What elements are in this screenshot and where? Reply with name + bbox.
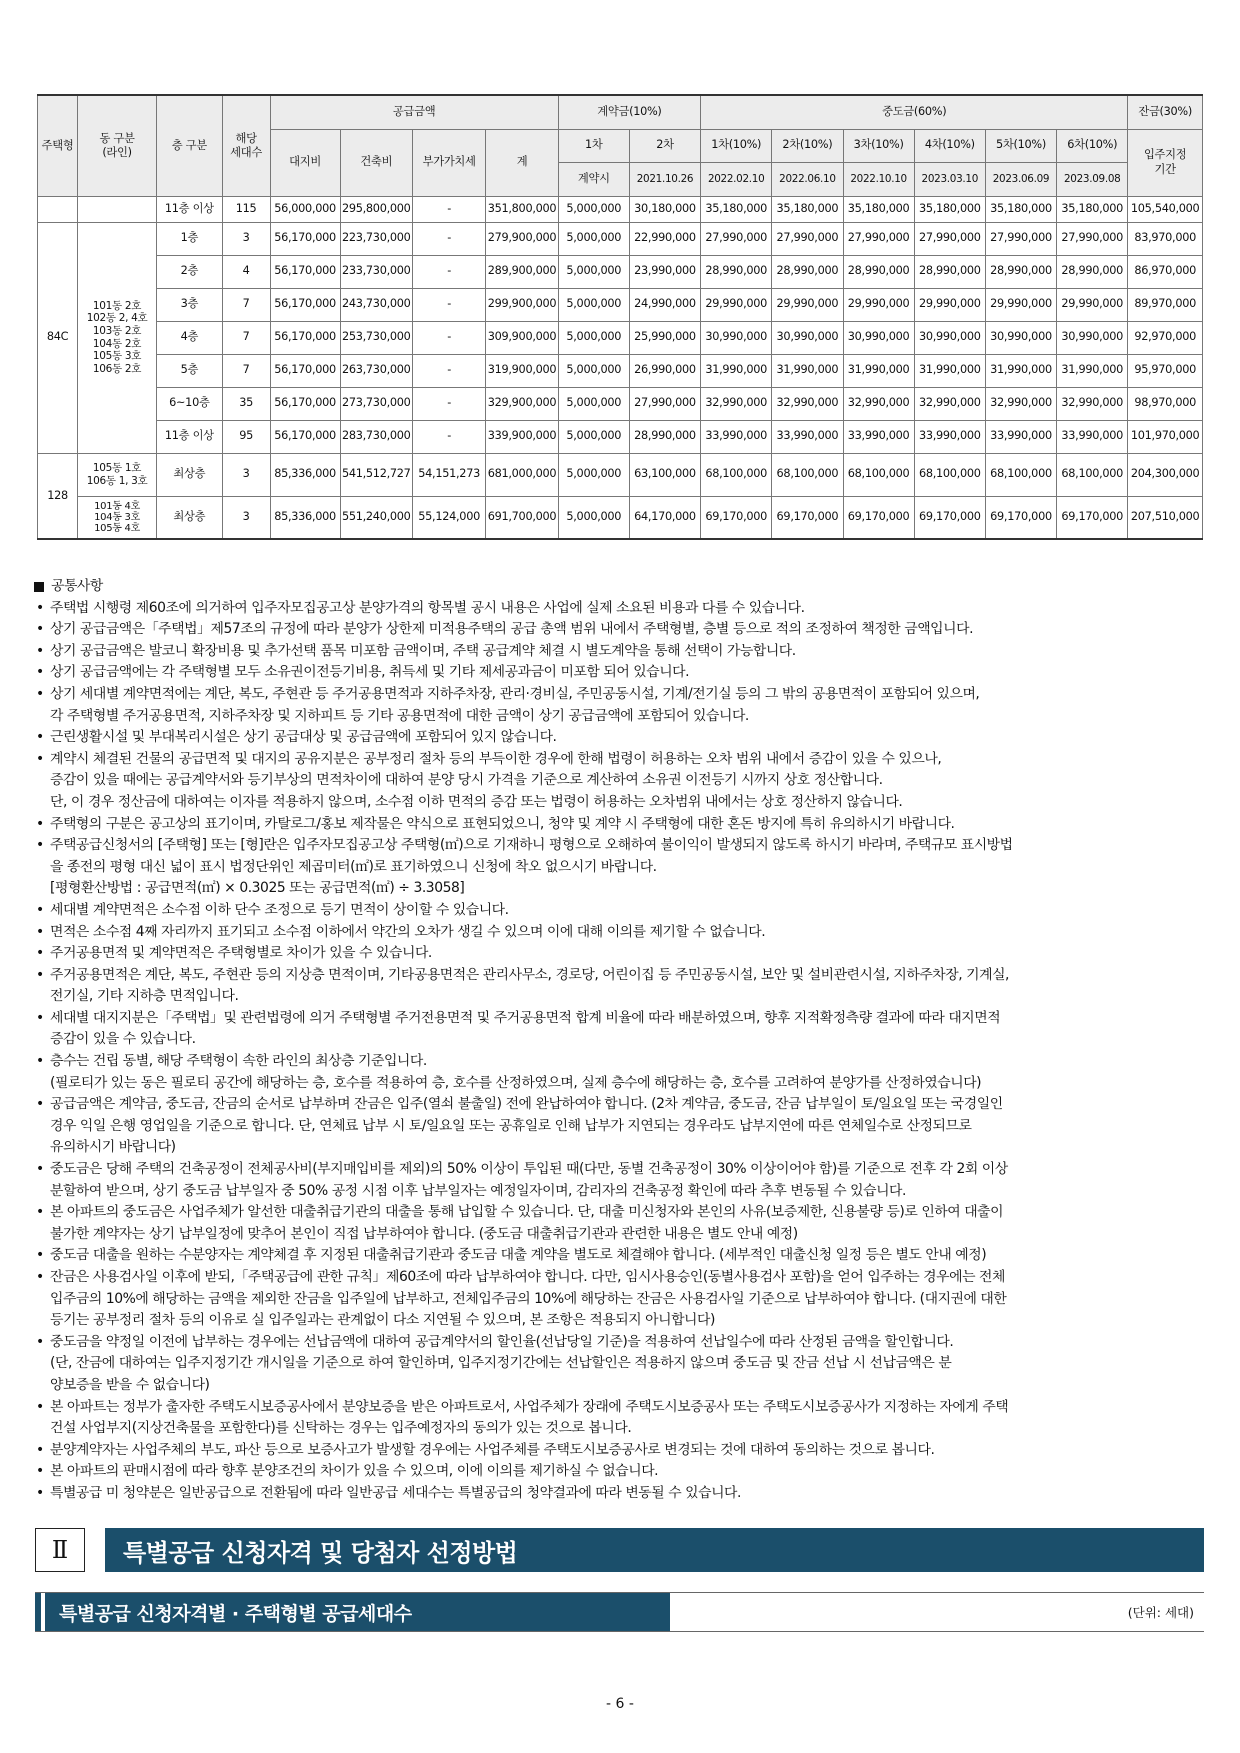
- header-mid1: 1차(10%): [701, 129, 772, 162]
- mid1-cell: 68,100,000: [701, 453, 772, 496]
- notes-heading: [34, 576, 1206, 598]
- table-row: [38, 321, 1203, 354]
- list-item: • 본 아파트는 정부가 출자한 주택도시보증공사에서 분양보증을 받은 아파트로서, 사업주체가 장래에 주택도시보증공사 또는 주택도시보증공사가 지정하는 자에게 주택 건설 사업부지(지상건축물을 포함한다)를 신탁하는 경우는 입주예정자의 동의가 있는 것으로 봅니다.: [34, 1397, 1206, 1440]
- mid5-cell: 35,180,000: [985, 196, 1056, 222]
- dep2-cell: 27,990,000: [629, 387, 700, 420]
- total-cell: 681,000,000: [486, 453, 558, 496]
- mid6-cell: 32,990,000: [1057, 387, 1128, 420]
- land-cell: 85,336,000: [270, 453, 340, 496]
- dep2-cell: 22,990,000: [629, 222, 700, 255]
- land-cell: 56,170,000: [270, 255, 340, 288]
- mid2-cell: 29,990,000: [772, 288, 843, 321]
- mid2-cell: 30,990,000: [772, 321, 843, 354]
- mid3-cell: 31,990,000: [843, 354, 914, 387]
- building-cell: 295,800,000: [340, 196, 412, 222]
- balance-cell: 204,300,000: [1128, 453, 1203, 496]
- list-item: • 상기 공급금액은 발코니 확장비용 및 추가선택 품목 미포함 금액이며, 주택 공급계약 체결 시 별도계약을 통해 선택이 가능합니다.: [34, 641, 1206, 663]
- mid2-cell: 35,180,000: [772, 196, 843, 222]
- vat-cell: -: [412, 354, 485, 387]
- balance-cell: 89,970,000: [1128, 288, 1203, 321]
- notes-list: [34, 598, 1206, 1505]
- header-deposit: 계약금(10%): [558, 95, 700, 129]
- mid6-cell: 30,990,000: [1057, 321, 1128, 354]
- building-cell: 243,730,000: [340, 288, 412, 321]
- header-mid1-date: 2022.02.10: [701, 162, 772, 196]
- list-item: • 상기 공급금액에는 각 주택형별 모두 소유권이전등기비용, 취득세 및 기타 제세공과금이 미포함 되어 있습니다.: [34, 662, 1206, 684]
- total-cell: 289,900,000: [486, 255, 558, 288]
- mid6-cell: 68,100,000: [1057, 453, 1128, 496]
- floor-cell: 5층: [157, 354, 223, 387]
- list-item: • 주택법 시행령 제60조에 의거하여 입주자모집공고상 분양가격의 항목별 공시 내용은 사업에 실제 소요된 비용과 다를 수 있습니다.: [34, 598, 1206, 620]
- mid3-cell: 69,170,000: [843, 496, 914, 539]
- floor-cell: 2층: [157, 255, 223, 288]
- building-cell: 223,730,000: [340, 222, 412, 255]
- floor-cell: 최상층: [157, 496, 223, 539]
- building-cell: 273,730,000: [340, 387, 412, 420]
- mid6-cell: 31,990,000: [1057, 354, 1128, 387]
- list-item: • 중도금은 당해 주택의 건축공정이 전체공사비(부지매입비를 제외)의 50% 이상이 투입된 때(다만, 동별 건축공정이 30% 이상이어야 함)를 기준으로 전후 각 2회 이상 분할하여 받으며, 상기 중도금 납부일자 중 50% 공정 시점 이후 납부일자는 예정일자이며, 감리자의 건축공정 확인에 따라 추후 변동될 수 있습니다.: [34, 1159, 1206, 1202]
- total-cell: 339,900,000: [486, 420, 558, 453]
- building-cell: 253,730,000: [340, 321, 412, 354]
- dong-cell: [78, 196, 157, 222]
- dep2-cell: 30,180,000: [629, 196, 700, 222]
- dep1-cell: 5,000,000: [558, 354, 629, 387]
- mid5-cell: 31,990,000: [985, 354, 1056, 387]
- mid6-cell: 29,990,000: [1057, 288, 1128, 321]
- land-cell: 56,000,000: [270, 196, 340, 222]
- dep1-cell: 5,000,000: [558, 453, 629, 496]
- mid4-cell: 29,990,000: [914, 288, 985, 321]
- mid3-cell: 32,990,000: [843, 387, 914, 420]
- units-cell: 7: [222, 288, 270, 321]
- mid4-cell: 31,990,000: [914, 354, 985, 387]
- section-title: 특별공급 신청자격 및 당첨자 선정방법: [105, 1528, 1204, 1572]
- header-move-in: 입주지정 기간: [1128, 129, 1203, 196]
- supply-price-table: [37, 94, 1203, 540]
- mid3-cell: 33,990,000: [843, 420, 914, 453]
- list-item: • 중도금 대출을 원하는 수분양자는 계약체결 후 지정된 대출취급기관과 중도금 대출 계약을 별도로 체결해야 합니다. (세부적인 대출신청 일정 등은 별도 안내 예정): [34, 1245, 1206, 1267]
- mid6-cell: 69,170,000: [1057, 496, 1128, 539]
- header-mid2: 2차(10%): [772, 129, 843, 162]
- list-item: • 근린생활시설 및 부대복리시설은 상기 공급대상 및 공급금액에 포함되어 있지 않습니다.: [34, 727, 1206, 749]
- units-cell: 95: [222, 420, 270, 453]
- header-mid5: 5차(10%): [985, 129, 1056, 162]
- floor-cell: 4층: [157, 321, 223, 354]
- list-item: • 세대별 계약면적은 소수점 이하 단수 조정으로 등기 면적이 상이할 수 있습니다.: [34, 900, 1206, 922]
- total-cell: 691,700,000: [486, 496, 558, 539]
- list-item: • 계약시 체결된 건물의 공급면적 및 대지의 공유지분은 공부정리 절차 등의 부득이한 경우에 한해 법령이 허용하는 오차 범위 내에서 증감이 있을 수 있으나, 증감이 있을 때에는 공급계약서와 등기부상의 면적차이에 대하여 분양 당시 가격을 기준으로 계산하여 소유권 이전등기 시까지 상호 정산합니다. 단, 이 경우 정산금에 대하여는 이자를 적용하지 않으며, 소수점 이하 면적의 증감 또는 법령이 허용하는 오차범위 내에서는 상호 정산하지 않습니다.: [34, 749, 1206, 814]
- subsection-header: [35, 1592, 1204, 1632]
- units-cell: 7: [222, 354, 270, 387]
- header-building: 건축비: [340, 129, 412, 196]
- notes-title: 공통사항: [51, 578, 103, 594]
- floor-cell: 11층 이상: [157, 196, 223, 222]
- mid5-cell: 30,990,000: [985, 321, 1056, 354]
- vat-cell: -: [412, 321, 485, 354]
- mid6-cell: 33,990,000: [1057, 420, 1128, 453]
- building-cell: 283,730,000: [340, 420, 412, 453]
- mid6-cell: 35,180,000: [1057, 196, 1128, 222]
- list-item: • 면적은 소수점 4째 자리까지 표기되고 소수점 이하에서 약간의 오차가 생길 수 있으며 이에 대해 이의를 제기할 수 없습니다.: [34, 922, 1206, 944]
- header-middle: 중도금(60%): [701, 95, 1128, 129]
- total-cell: 299,900,000: [486, 288, 558, 321]
- table-row: [38, 288, 1203, 321]
- list-item: • 본 아파트의 중도금은 사업주체가 알선한 대출취급기관의 대출을 통해 납입할 수 있습니다. 단, 대출 미신청자와 본인의 사유(보증제한, 신용불량 등)로 인하여 대출이 불가한 계약자는 상기 납부일정에 맞추어 본인이 직접 납부하여야 합니다. (중도금 대출취급기관과 관련한 내용은 별도 안내 예정): [34, 1202, 1206, 1245]
- table-row: [38, 222, 1203, 255]
- header-dep1-date: 계약시: [558, 162, 629, 196]
- vat-cell: 55,124,000: [412, 496, 485, 539]
- mid1-cell: 31,990,000: [701, 354, 772, 387]
- mid1-cell: 33,990,000: [701, 420, 772, 453]
- total-cell: 329,900,000: [486, 387, 558, 420]
- list-item: • 잔금은 사용검사일 이후에 받되,「주택공급에 관한 규칙」제60조에 따라 납부하여야 합니다. 다만, 임시사용승인(동별사용검사 포함)을 얻어 입주하는 경우에는 전체 입주금의 10%에 해당하는 금액을 제외한 잔금을 입주일에 납부하고, 전체입주금의 10%에 해당하는 잔금은 사용검사일 기준으로 납부하여야 합니다. (대지권에 대한 등기는 공부정리 절차 등의 이유로 실 입주일과는 관계없이 다소 지연될 수 있으며, 본 조항은 적용되지 아니합니다): [34, 1267, 1206, 1332]
- total-cell: 351,800,000: [486, 196, 558, 222]
- mid1-cell: 32,990,000: [701, 387, 772, 420]
- mid2-cell: 31,990,000: [772, 354, 843, 387]
- dong-cell: 101동 4호 104동 3호 105동 4호: [78, 496, 157, 539]
- mid5-cell: 69,170,000: [985, 496, 1056, 539]
- vat-cell: -: [412, 196, 485, 222]
- header-mid3: 3차(10%): [843, 129, 914, 162]
- header-vat: 부가가치세: [412, 129, 485, 196]
- land-cell: 56,170,000: [270, 420, 340, 453]
- unit-label: (단위: 세대): [1127, 1605, 1194, 1620]
- balance-cell: 207,510,000: [1128, 496, 1203, 539]
- header-total: 계: [486, 129, 558, 196]
- dep2-cell: 64,170,000: [629, 496, 700, 539]
- list-item: • 세대별 대지지분은「주택법」및 관련법령에 의거 주택형별 주거전용면적 및 주거공용면적 합계 비율에 따라 배분하였으며, 향후 지적확정측량 결과에 따라 대지면적 증감이 있을 수 있습니다.: [34, 1008, 1206, 1051]
- type-cell: 84C: [38, 222, 78, 453]
- mid2-cell: 33,990,000: [772, 420, 843, 453]
- vat-cell: -: [412, 222, 485, 255]
- section-header: [35, 1528, 1204, 1572]
- table-row: [38, 453, 1203, 496]
- table-row: [38, 354, 1203, 387]
- vat-cell: -: [412, 255, 485, 288]
- type-cell: [38, 196, 78, 222]
- balance-cell: 92,970,000: [1128, 321, 1203, 354]
- dep2-cell: 23,990,000: [629, 255, 700, 288]
- units-cell: 35: [222, 387, 270, 420]
- list-item: • 상기 세대별 계약면적에는 계단, 복도, 주현관 등 주거공용면적과 지하주차장, 관리·경비실, 주민공동시설, 기계/전기실 등의 그 밖의 공용면적이 포함되어 있으며, 각 주택형별 주거공용면적, 지하주차장 및 지하피트 등 기타 공용면적에 대한 금액이 상기 공급금액에 포함되어 있습니다.: [34, 684, 1206, 727]
- land-cell: 56,170,000: [270, 321, 340, 354]
- mid2-cell: 69,170,000: [772, 496, 843, 539]
- building-cell: 541,512,727: [340, 453, 412, 496]
- mid2-cell: 32,990,000: [772, 387, 843, 420]
- land-cell: 56,170,000: [270, 387, 340, 420]
- mid2-cell: 68,100,000: [772, 453, 843, 496]
- mid3-cell: 35,180,000: [843, 196, 914, 222]
- header-dep2-date: 2021.10.26: [629, 162, 700, 196]
- mid2-cell: 28,990,000: [772, 255, 843, 288]
- balance-cell: 95,970,000: [1128, 354, 1203, 387]
- header-land: 대지비: [270, 129, 340, 196]
- mid5-cell: 27,990,000: [985, 222, 1056, 255]
- balance-cell: 98,970,000: [1128, 387, 1203, 420]
- mid3-cell: 29,990,000: [843, 288, 914, 321]
- list-item: • 주택공급신청서의 [주택형] 또는 [형]란은 입주자모집공고상 주택형(㎡)으로 기재하니 평형으로 오해하여 불이익이 발생되지 않도록 하시기 바라며, 주택규모 표시방법 을 종전의 평형 대신 넓이 표시 법정단위인 제곱미터(㎡)로 표기하였으니 신청에 착오 없으시기 바랍니다. [평형환산방법 : 공급면적(㎡) × 0.3025 또는 공급면적(㎡) ÷ 3.3058]: [34, 835, 1206, 900]
- header-mid2-date: 2022.06.10: [772, 162, 843, 196]
- square-bullet-icon: [34, 582, 44, 592]
- mid6-cell: 27,990,000: [1057, 222, 1128, 255]
- header-dong: 동 구분 (라인): [78, 95, 157, 196]
- header-mid5-date: 2023.06.09: [985, 162, 1056, 196]
- dong-cell: 105동 1호 106동 1, 3호: [78, 453, 157, 496]
- units-cell: 4: [222, 255, 270, 288]
- header-supply: 공급금액: [270, 95, 558, 129]
- mid5-cell: 33,990,000: [985, 420, 1056, 453]
- dep1-cell: 5,000,000: [558, 196, 629, 222]
- vat-cell: -: [412, 420, 485, 453]
- land-cell: 56,170,000: [270, 354, 340, 387]
- header-floor: 층 구분: [157, 95, 223, 196]
- mid4-cell: 27,990,000: [914, 222, 985, 255]
- mid5-cell: 28,990,000: [985, 255, 1056, 288]
- header-mid4-date: 2023.03.10: [914, 162, 985, 196]
- total-cell: 279,900,000: [486, 222, 558, 255]
- dep1-cell: 5,000,000: [558, 288, 629, 321]
- header-mid4: 4차(10%): [914, 129, 985, 162]
- mid1-cell: 28,990,000: [701, 255, 772, 288]
- mid4-cell: 68,100,000: [914, 453, 985, 496]
- list-item: • 분양계약자는 사업주체의 부도, 파산 등으로 보증사고가 발생할 경우에는 사업주체를 주택도시보증공사로 변경되는 것에 대하여 동의하는 것으로 봅니다.: [34, 1440, 1206, 1462]
- mid4-cell: 28,990,000: [914, 255, 985, 288]
- floor-cell: 6~10층: [157, 387, 223, 420]
- table-row: [38, 255, 1203, 288]
- total-cell: 319,900,000: [486, 354, 558, 387]
- building-cell: 551,240,000: [340, 496, 412, 539]
- floor-cell: 3층: [157, 288, 223, 321]
- mid1-cell: 69,170,000: [701, 496, 772, 539]
- units-cell: 7: [222, 321, 270, 354]
- units-cell: 3: [222, 496, 270, 539]
- dep2-cell: 28,990,000: [629, 420, 700, 453]
- mid4-cell: 35,180,000: [914, 196, 985, 222]
- header-mid3-date: 2022.10.10: [843, 162, 914, 196]
- mid4-cell: 32,990,000: [914, 387, 985, 420]
- dep1-cell: 5,000,000: [558, 496, 629, 539]
- dep2-cell: 25,990,000: [629, 321, 700, 354]
- section-number: Ⅱ: [35, 1528, 85, 1572]
- dep1-cell: 5,000,000: [558, 387, 629, 420]
- table-row: [38, 387, 1203, 420]
- list-item: • 특별공급 미 청약분은 일반공급으로 전환됨에 따라 일반공급 세대수는 특별공급의 청약결과에 따라 변동될 수 있습니다.: [34, 1483, 1206, 1505]
- mid1-cell: 30,990,000: [701, 321, 772, 354]
- list-item: • 본 아파트의 판매시점에 따라 향후 분양조건의 차이가 있을 수 있으며, 이에 이의를 제기하실 수 없습니다.: [34, 1461, 1206, 1483]
- dep1-cell: 5,000,000: [558, 321, 629, 354]
- list-item: • 주거공용면적은 계단, 복도, 주현관 등의 지상층 면적이며, 기타공용면적은 관리사무소, 경로당, 어린이집 등 주민공동시설, 보안 및 설비관련시설, 지하주차장, 기계실, 전기실, 기타 지하층 면적입니다.: [34, 965, 1206, 1008]
- vat-cell: -: [412, 387, 485, 420]
- list-item: • 층수는 건립 동별, 해당 주택형이 속한 라인의 최상층 기준입니다. (필로티가 있는 동은 필로티 공간에 해당하는 층, 호수를 적용하여 층, 호수를 산정하였으며, 실제 층수에 해당하는 층, 호수를 고려하여 분양가를 산정하였습니다): [34, 1051, 1206, 1094]
- list-item: • 주택형의 구분은 공고상의 표기이며, 카탈로그/홍보 제작물은 약식으로 표현되었으니, 청약 및 계약 시 주택형에 대한 혼돈 방지에 특히 유의하시기 바랍니다.: [34, 814, 1206, 836]
- land-cell: 56,170,000: [270, 288, 340, 321]
- mid3-cell: 27,990,000: [843, 222, 914, 255]
- balance-cell: 86,970,000: [1128, 255, 1203, 288]
- mid3-cell: 28,990,000: [843, 255, 914, 288]
- vat-cell: 54,151,273: [412, 453, 485, 496]
- land-cell: 56,170,000: [270, 222, 340, 255]
- subsection-title: 특별공급 신청자격별 · 주택형별 공급세대수: [45, 1593, 670, 1631]
- units-cell: 115: [222, 196, 270, 222]
- mid4-cell: 30,990,000: [914, 321, 985, 354]
- mid6-cell: 28,990,000: [1057, 255, 1128, 288]
- mid1-cell: 29,990,000: [701, 288, 772, 321]
- common-notes: [34, 576, 1206, 1505]
- dong-cell: 101동 2호 102동 2, 4호 103동 2호 104동 2호 105동 3호 106동 2호: [78, 222, 157, 453]
- table-row: [38, 420, 1203, 453]
- list-item: • 중도금을 약정일 이전에 납부하는 경우에는 선납금액에 대하여 공급계약서의 할인율(선납당일 기준)을 적용하여 선납일수에 따라 산정된 금액을 할인합니다. (단, 잔금에 대하여는 입주지정기간 개시일을 기준으로 하여 할인하며, 입주지정기간에는 선납할인은 적용하지 않으며 중도금 및 잔금 선납 시 선납금액은 분 양보증을 받을 수 없습니다): [34, 1332, 1206, 1397]
- mid1-cell: 27,990,000: [701, 222, 772, 255]
- floor-cell: 최상층: [157, 453, 223, 496]
- list-item: • 주거공용면적 및 계약면적은 주택형별로 차이가 있을 수 있습니다.: [34, 943, 1206, 965]
- total-cell: 309,900,000: [486, 321, 558, 354]
- units-cell: 3: [222, 453, 270, 496]
- land-cell: 85,336,000: [270, 496, 340, 539]
- dep2-cell: 24,990,000: [629, 288, 700, 321]
- balance-cell: 101,970,000: [1128, 420, 1203, 453]
- mid3-cell: 30,990,000: [843, 321, 914, 354]
- list-item: • 상기 공급금액은「주택법」제57조의 규정에 따라 분양가 상한제 미적용주택의 공급 총액 범위 내에서 주택형별, 층별 등으로 적의 조정하여 책정한 금액입니다.: [34, 619, 1206, 641]
- mid5-cell: 32,990,000: [985, 387, 1056, 420]
- building-cell: 263,730,000: [340, 354, 412, 387]
- floor-cell: 1층: [157, 222, 223, 255]
- units-cell: 3: [222, 222, 270, 255]
- table-row: [38, 496, 1203, 539]
- mid3-cell: 68,100,000: [843, 453, 914, 496]
- vat-cell: -: [412, 288, 485, 321]
- header-dep1: 1차: [558, 129, 629, 162]
- header-units: 해당 세대수: [222, 95, 270, 196]
- list-item: • 공급금액은 계약금, 중도금, 잔금의 순서로 납부하며 잔금은 입주(열쇠 불출일) 전에 완납하여야 합니다. (2차 계약금, 중도금, 잔금 납부일이 토/일요일 또는 국경일인 경우 익일 은행 영업일을 기준으로 합니다. 단, 연체료 납부 시 토/일요일 또는 공휴일로 인해 납부가 지연되는 경우라도 납부지연에 따른 연체일수로 산정되므로 유의하시기 바랍니다): [34, 1094, 1206, 1159]
- dep1-cell: 5,000,000: [558, 255, 629, 288]
- dep1-cell: 5,000,000: [558, 222, 629, 255]
- type-cell: 128: [38, 453, 78, 539]
- header-mid6-date: 2023.09.08: [1057, 162, 1128, 196]
- mid4-cell: 33,990,000: [914, 420, 985, 453]
- table-row: [38, 196, 1203, 222]
- mid5-cell: 68,100,000: [985, 453, 1056, 496]
- mid2-cell: 27,990,000: [772, 222, 843, 255]
- floor-cell: 11층 이상: [157, 420, 223, 453]
- header-balance: 잔금(30%): [1128, 95, 1203, 129]
- mid1-cell: 35,180,000: [701, 196, 772, 222]
- mid4-cell: 69,170,000: [914, 496, 985, 539]
- building-cell: 233,730,000: [340, 255, 412, 288]
- header-mid6: 6차(10%): [1057, 129, 1128, 162]
- page-number: - 6 -: [606, 1696, 634, 1712]
- dep2-cell: 26,990,000: [629, 354, 700, 387]
- balance-cell: 105,540,000: [1128, 196, 1203, 222]
- dep2-cell: 63,100,000: [629, 453, 700, 496]
- mid5-cell: 29,990,000: [985, 288, 1056, 321]
- dep1-cell: 5,000,000: [558, 420, 629, 453]
- balance-cell: 83,970,000: [1128, 222, 1203, 255]
- subsection-accent-gap: [41, 1593, 43, 1631]
- header-type: 주택형: [38, 95, 78, 196]
- header-dep2: 2차: [629, 129, 700, 162]
